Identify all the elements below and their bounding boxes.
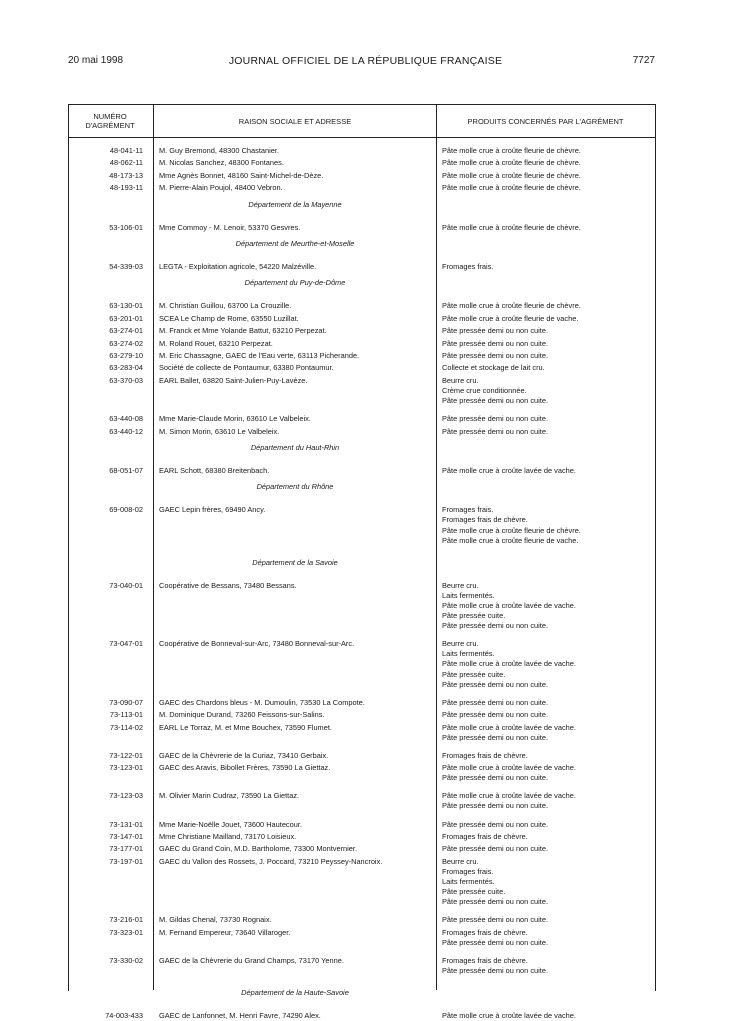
raison-sociale: GAEC de la Chèvrerie du Grand Champs, 73170 Yenne. [159, 955, 344, 965]
produit-item: Pâte molle crue à croûte lavée de vache. [442, 600, 576, 610]
raison-sociale: GAEC de la Chèvrerie de la Curiaz, 73410 Gerbaix. [159, 750, 329, 760]
produit-item: Fromages frais. [442, 505, 494, 515]
produit-item: Fromages frais de chèvre. [442, 831, 528, 841]
produit-item: Pâte pressée demi ou non cuite. [442, 801, 548, 811]
agrement-number: 73-122-01 [109, 750, 143, 760]
column-header-numero: NUMÉRO D'AGRÉMENT [85, 112, 135, 130]
produit-item: Pâte pressée demi ou non cuite. [442, 414, 548, 424]
produit-item: Pâte molle crue à croûte lavée de vache. [442, 465, 576, 475]
agrement-number: 63-274-01 [109, 326, 143, 336]
agrement-number: 73-090-07 [109, 697, 143, 707]
produit-item: Laits fermentés. [442, 590, 495, 600]
produit-item: Pâte molle crue à croûte fleurie de chèvre. [442, 301, 581, 311]
produit-item: Beurre cru. [442, 639, 479, 649]
agrement-number: 73-114-02 [109, 722, 143, 732]
department-heading: Département de la Savoie [252, 557, 338, 567]
produit-item: Pâte molle crue à croûte lavée de vache. [442, 791, 576, 801]
produit-item: Pâte molle crue à croûte fleurie de chèvre. [442, 170, 581, 180]
produit-item: Pâte pressée cuite. [442, 887, 506, 896]
produit-item: Pâte molle crue à croûte fleurie de chèvre. [442, 183, 581, 193]
produit-item: Pâte pressée demi ou non cuite. [442, 351, 548, 360]
agrement-number: 73-040-01 [109, 580, 143, 590]
raison-sociale: LEGTA - Exploitation agricole, 54220 Malzéville. [159, 262, 317, 271]
agrement-number: 68-051-07 [109, 465, 143, 475]
agrement-number: 63-130-01 [109, 301, 143, 311]
header-journal-title: JOURNAL OFFICIEL DE LA RÉPUBLIQUE FRANÇAISE [228, 55, 503, 67]
raison-sociale: M. Nicolas Sanchez, 48300 Fontanes. [159, 158, 284, 168]
raison-sociale: GAEC des Aravis, Bibollet Frères, 73590 La Giettaz. [159, 763, 331, 773]
produit-item: Fromages frais. [442, 262, 494, 271]
agrement-number: 63-283-04 [109, 363, 143, 373]
agrement-number: 74-003-433 [105, 1011, 143, 1020]
produit-item: Pâte pressée demi ou non cuite. [442, 426, 548, 436]
produit-item: Pâte pressée demi ou non cuite. [442, 396, 548, 405]
agrement-number: 73-216-01 [109, 915, 143, 925]
raison-sociale: EARL Ballet, 63820 Saint-Julien-Puy-Lavèze. [159, 375, 308, 385]
produit-item: Fromages frais de chèvre. [442, 515, 528, 525]
raison-sociale: GAEC de Lanfonnet, M. Henri Favre, 74290 Alex. [159, 1011, 321, 1020]
produit-item: Pâte pressée cuite. [442, 611, 506, 620]
produit-item: Crème crue conditionnée. [442, 385, 527, 395]
header-page-number: 7727 [632, 55, 655, 66]
produit-item: Pâte molle crue à croûte fleurie de chèvre. [442, 525, 581, 535]
raison-sociale: M. Eric Chassagne, GAEC de l'Eau verte, 63113 Picherande. [159, 351, 360, 360]
produit-item: Fromages frais de chèvre. [442, 750, 528, 760]
department-heading: Département du Puy-de-Dôme [244, 278, 346, 288]
raison-sociale: M. Roland Rouet, 63210 Perpezat. [159, 338, 273, 348]
raison-sociale: M. Pierre-Alain Poujol, 48400 Vebron. [159, 183, 283, 193]
produit-item: Laits fermentés. [442, 649, 495, 659]
agrement-number: 54-339-03 [109, 262, 143, 271]
raison-sociale: Mme Commoy - M. Lenoir, 53370 Gesvres. [159, 222, 301, 232]
agrement-number: 63-440-12 [109, 426, 143, 436]
raison-sociale: Mme Agnès Bonnet, 48160 Saint-Michel-de-Dèze. [159, 170, 324, 180]
agrement-number: 73-197-01 [109, 856, 143, 866]
produit-item: Pâte pressée demi ou non cuite. [442, 710, 548, 720]
produit-item: Pâte pressée demi ou non cuite. [442, 338, 548, 348]
agrement-number: 73-123-03 [109, 791, 143, 801]
agrement-number: 73-123-01 [109, 763, 143, 773]
raison-sociale: M. Christian Guillou, 63700 La Crouzille. [159, 301, 292, 311]
produit-item: Beurre cru. [442, 856, 479, 866]
raison-sociale: Coopérative de Bessans, 73480 Bessans. [159, 580, 297, 590]
raison-sociale: Société de collecte de Pontaumur, 63380 Pontaumur. [159, 363, 334, 373]
produit-item: Fromages frais. [442, 866, 494, 876]
department-heading: Département de la Mayenne [248, 199, 342, 209]
raison-sociale: GAEC du Vallon des Rossets, J. Poccard, 73210 Peyssey-Nancroix. [159, 856, 383, 866]
raison-sociale: Mme Marie-Claude Morin, 63610 Le Valbeleix. [159, 414, 311, 424]
agrement-number: 73-147-01 [109, 831, 143, 841]
agrement-number: 73-113-01 [109, 710, 143, 720]
produit-item: Pâte molle crue à croûte lavée de vache. [442, 659, 576, 669]
produit-item: Pâte pressée demi ou non cuite. [442, 732, 548, 742]
raison-sociale: Coopérative de Bonneval-sur-Arc, 73480 Bonneval-sur-Arc. [159, 639, 355, 649]
header-date: 20 mai 1998 [68, 55, 124, 66]
raison-sociale: M. Olivier Marin Cudraz, 73590 La Giettaz. [159, 791, 300, 801]
produit-item: Pâte pressée demi ou non cuite. [442, 773, 548, 783]
agrement-number: 69-008-02 [109, 505, 143, 515]
agrement-number: 73-047-01 [109, 639, 143, 649]
produit-item: Pâte pressée demi ou non cuite. [442, 937, 548, 947]
raison-sociale: GAEC Lepin frères, 69490 Ancy. [159, 505, 266, 515]
produit-item: Pâte pressée demi ou non cuite. [442, 844, 548, 854]
produit-item: Pâte pressée demi ou non cuite. [442, 679, 548, 689]
raison-sociale: SCEA Le Champ de Rome, 63550 Luzillat. [159, 313, 299, 323]
produit-item: Pâte pressée demi ou non cuite. [442, 621, 548, 631]
raison-sociale: M. Franck et Mme Yolande Battut, 63210 Perpezat. [159, 326, 327, 336]
department-heading: Département de la Haute-Savoie [241, 988, 349, 997]
produit-item: Pâte molle crue à croûte lavée de vache. [442, 763, 576, 773]
raison-sociale: M. Guy Bremond, 48300 Chastanier. [159, 146, 279, 155]
produit-item: Pâte pressée cuite. [442, 669, 506, 679]
raison-sociale: EARL Schott, 68380 Breitenbach. [159, 465, 270, 475]
agrement-number: 63-370-03 [109, 375, 143, 385]
agrement-number: 73-323-01 [109, 927, 143, 937]
agrement-number: 63-279-10 [109, 351, 143, 360]
department-heading: Département du Haut-Rhin [250, 442, 340, 452]
agrement-number: 73-330-02 [109, 955, 143, 965]
raison-sociale: GAEC du Grand Coin, M.D. Bartholome, 73300 Montvernier. [159, 844, 357, 854]
agrement-number: 63-201-01 [109, 313, 143, 323]
produit-item: Fromages frais de chèvre. [442, 927, 528, 937]
raison-sociale: GAEC des Chardons bleus - M. Dumoulin, 73530 La Compote. [159, 697, 365, 707]
produit-item: Pâte pressée demi ou non cuite. [442, 965, 548, 975]
produit-item: Pâte molle crue à croûte lavée de vache. [442, 722, 576, 732]
produit-item: Pâte pressée demi ou non cuite. [442, 897, 548, 907]
agrement-number: 48-193-11 [109, 183, 143, 193]
raison-sociale: M. Simon Morin, 63610 Le Valbeleix. [159, 426, 280, 436]
raison-sociale: M. Dominique Durand, 73260 Feissons-sur-Salins. [159, 710, 325, 720]
produit-item: Pâte molle crue à croûte fleurie de vache. [442, 535, 579, 545]
agrement-number: 73-131-01 [109, 819, 143, 829]
produit-item: Pâte molle crue à croûte lavée de vache. [442, 1011, 576, 1020]
raison-sociale: Mme Christiane Mailland, 73170 Loisieux. [159, 831, 297, 841]
agrement-number: 48-173-13 [109, 170, 143, 180]
produit-item: Pâte molle crue à croûte fleurie de chèvre. [442, 146, 581, 155]
raison-sociale: Mme Marie-Noëlle Jouet, 73600 Hautecour. [159, 819, 302, 829]
produit-item: Fromages frais de chèvre. [442, 955, 528, 965]
produit-item: Laits fermentés. [442, 876, 495, 886]
raison-sociale: M. Fernand Empereur, 73640 Villaroger. [159, 927, 291, 937]
produit-item: Collecte et stockage de lait cru. [442, 363, 545, 373]
produit-item: Pâte molle crue à croûte fleurie de chèvre. [442, 222, 581, 232]
produit-item: Pâte pressée demi ou non cuite. [442, 819, 548, 829]
produit-item: Pâte molle crue à croûte fleurie de chèvre. [442, 158, 581, 168]
produit-item: Pâte pressée demi ou non cuite. [442, 326, 548, 336]
agrement-number: 48-041-11 [109, 146, 143, 155]
produit-item: Beurre cru. [442, 580, 479, 590]
department-heading: Département du Rhône [256, 482, 334, 492]
agrement-number: 53-106-01 [109, 222, 143, 232]
agrement-number: 63-440-08 [109, 414, 143, 424]
produit-item: Pâte pressée demi ou non cuite. [442, 915, 548, 925]
produit-item: Pâte pressée demi ou non cuite. [442, 697, 548, 707]
department-heading: Département de Meurthe-et-Moselle [235, 239, 355, 248]
agrement-number: 48-062-11 [109, 158, 143, 168]
produit-item: Beurre cru. [442, 375, 479, 385]
agrement-number: 73-177-01 [109, 844, 143, 854]
column-header-produits: PRODUITS CONCERNÉS PAR L'AGRÉMENT [467, 117, 624, 126]
raison-sociale: EARL Le Torraz, M. et Mme Bouchex, 73590 Flumet. [159, 722, 332, 732]
column-header-raison: RAISON SOCIALE ET ADRESSE [238, 117, 352, 126]
produit-item: Pâte molle crue à croûte fleurie de vache. [442, 313, 579, 323]
agrement-number: 63-274-02 [109, 338, 143, 348]
raison-sociale: M. Gildas Chenal, 73730 Rognaix. [159, 915, 272, 925]
